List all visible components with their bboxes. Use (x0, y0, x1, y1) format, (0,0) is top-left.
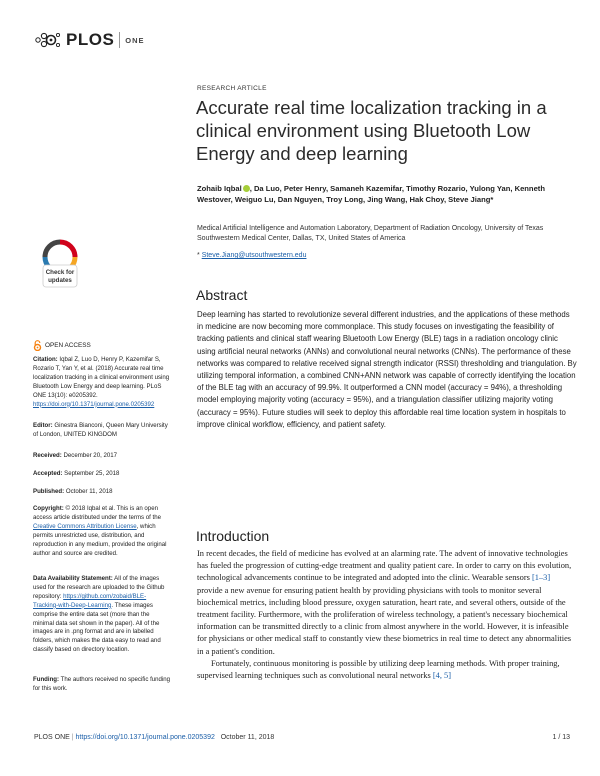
corresponding-email-link[interactable]: Steve.Jiang@utsouthwestern.edu (201, 252, 307, 259)
abstract-text: Deep learning has started to revolutionize several different industries, and the applications of these methods in medicine are now becoming more commonplace. This study focuses on investigating the feasibility of tracking patients and clinical staff wearing Bluetooth Low Energy (BLE) tags in a radiation oncology clinic using artificial neural networks (ANNs) and convolutional neural networks (CNNs). The performance of these networks was compared to relative received signal strength indicator (RSSI) thresholding and triangulation. By utilizing temporal information, a combined CNN+ANN network was capable of correctly identifying the location of the BLE tag with an accuracy of 99.9%. It outperformed a CNN model (accuracy = 94%), a thresholding model employing majority voting (accuracy = 95%), and a triangulation classifier utilizing majority voting (accuracy = 95%). Future studies will seek to deploy this affordable real time location system in hospitals to improve clinical workflow, efficiency, and patient safety. (197, 310, 577, 429)
plos-one-logo (34, 30, 145, 50)
page-footer (34, 734, 570, 741)
open-access (33, 340, 91, 351)
other-authors: , Da Luo, Peter Henry, Samaneh Kazemifar, Timothy Rozario, Yulong Yan, Kenneth Westover, Weiguo Lu, Dan Nguyen, Troy Long, Jing Wang, Hak Choy, Steve Jiang (197, 184, 545, 204)
citation-block (33, 356, 171, 409)
orcid-icon[interactable] (243, 185, 250, 192)
introduction-heading: Introduction (196, 528, 270, 544)
open-access-label: OPEN ACCESS (45, 342, 91, 349)
copyright-text-a: © 2018 Iqbal et al. This is an open access article distributed under the terms of the (33, 505, 162, 521)
introduction-body (197, 548, 577, 682)
accepted-date: September 25, 2018 (64, 470, 120, 477)
data-text-a: All of the images used for the research are uploaded to the Github repository: (33, 575, 165, 600)
intro-p1-text-a: In recent decades, the field of medicine has evolved at an alarming rate. The advent of innovative technologies has fueled the progression of cutting-edge treatment and quality patient care. In order to carry on this evolution, technological advancements continue to be integrated and adopted into the clinic. Wearable sensors (197, 549, 572, 583)
corresponding-marker: * (197, 252, 200, 259)
intro-paragraph (197, 548, 577, 658)
check-for-updates-badge[interactable] (39, 238, 81, 290)
funding-label: Funding: (33, 676, 60, 683)
badge-line2: updates (48, 277, 72, 284)
published-date: October 11, 2018 (65, 488, 113, 495)
citation-label: Citation: (33, 356, 58, 363)
accepted-label: Accepted: (33, 470, 63, 477)
accepted-block (33, 470, 171, 479)
received-label: Received: (33, 452, 62, 459)
copyright-label: Copyright: (33, 505, 64, 512)
footer-date: October 11, 2018 (220, 734, 275, 741)
footer-journal: PLOS ONE (34, 734, 70, 741)
article-type-label: RESEARCH ARTICLE (197, 85, 267, 92)
plos-logo-icon (34, 31, 64, 49)
funding-text: The authors received no specific funding for this work. (33, 676, 171, 692)
journal-name: ONE (125, 35, 145, 45)
published-label: Published: (33, 488, 65, 495)
footer-separator: | (71, 734, 74, 741)
open-access-lock-icon (33, 340, 42, 351)
citation-link[interactable]: [4, 5] (432, 671, 451, 681)
check-for-updates-icon (39, 238, 81, 290)
corresponding-author (197, 252, 306, 259)
received-date: December 20, 2017 (63, 452, 118, 459)
first-author[interactable]: Zohaib Iqbal (197, 184, 242, 193)
citation-link[interactable]: [1–3] (531, 573, 551, 583)
intro-p2-text-a: Fortunately, continuous monitoring is possible by utilizing deep learning methods. With proper training, supervised learning techniques such as convolutional neural networks (197, 658, 560, 681)
intro-paragraph (197, 658, 577, 682)
logo-divider (119, 32, 120, 48)
received-block (33, 452, 171, 461)
affiliation: Medical Artificial Intelligence and Automation Laboratory, Department of Radiation Oncology, University of Texas Southwestern Medical Center, Dallas, TX, United States of America (197, 225, 544, 242)
data-availability-label: Data Availability Statement: (33, 575, 113, 582)
citation-doi-link[interactable]: https://doi.org/10.1371/journal.pone.0205392 (33, 400, 155, 408)
corresponding-mark: * (490, 194, 494, 204)
abstract-heading: Abstract (196, 287, 248, 303)
logo-text: PLOS (66, 30, 115, 49)
citation-text: Iqbal Z, Luo D, Henry P, Kazemifar S, Rozario T, Yan Y, et al. (2018) Accurate real time localization tracking in a clinical environment using Bluetooth Low Energy and deep learning. PLoS ONE 13(10): e0205392. (33, 356, 170, 399)
editor-text: Ginestra Bianconi, Queen Mary University of London, UNITED KINGDOM (33, 422, 168, 438)
article-title: Accurate real time localization tracking in a clinical environment using Bluetooth Low Energy and deep learning (196, 97, 547, 164)
footer-doi-link[interactable]: https://doi.org/10.1371/journal.pone.0205392 (75, 734, 215, 741)
copyright-block (33, 505, 171, 558)
editor-block (33, 422, 171, 440)
copyright-text-b: , which permits unrestricted use, distribution, and reproduction in any medium, provided the original author and source are credited. (33, 522, 167, 557)
intro-p1-text-b: provide a new avenue for ensuring patient health by providing physicians with tools to monitor several biochemical metrics, including blood pressure, oxygen saturation, heart rate, and several others, outside of the treatment facility. Furthermore, with the proliferation of wireless technology, a patient's necessary biochemical information can be transmitted directly to a clinic from almost anywhere in the world. However, it is infeasible for physicians or other medical staff to constantly view these biometrics in real time to detect any abnormalities in a patient's condition. (197, 585, 572, 656)
data-text-b: . These images comprise the entire data set (more than the minimal data set shown in the paper). All of the images are in .png format and are in labelled folders, which makes the data easy to read and classify based on directory location. (33, 601, 161, 654)
funding-block (33, 676, 171, 694)
license-link[interactable]: Creative Commons Attribution License (33, 522, 137, 530)
badge-line1: Check for (45, 269, 75, 276)
page-number: 1 / 13 (552, 734, 570, 741)
github-link[interactable]: https://github.com/zobaid/BLE-Tracking-with-Deep-Learning (33, 592, 147, 609)
author-list (197, 184, 577, 206)
editor-label: Editor: (33, 422, 53, 429)
footer-left (34, 734, 274, 741)
data-availability-block (33, 575, 171, 655)
published-block (33, 488, 171, 497)
